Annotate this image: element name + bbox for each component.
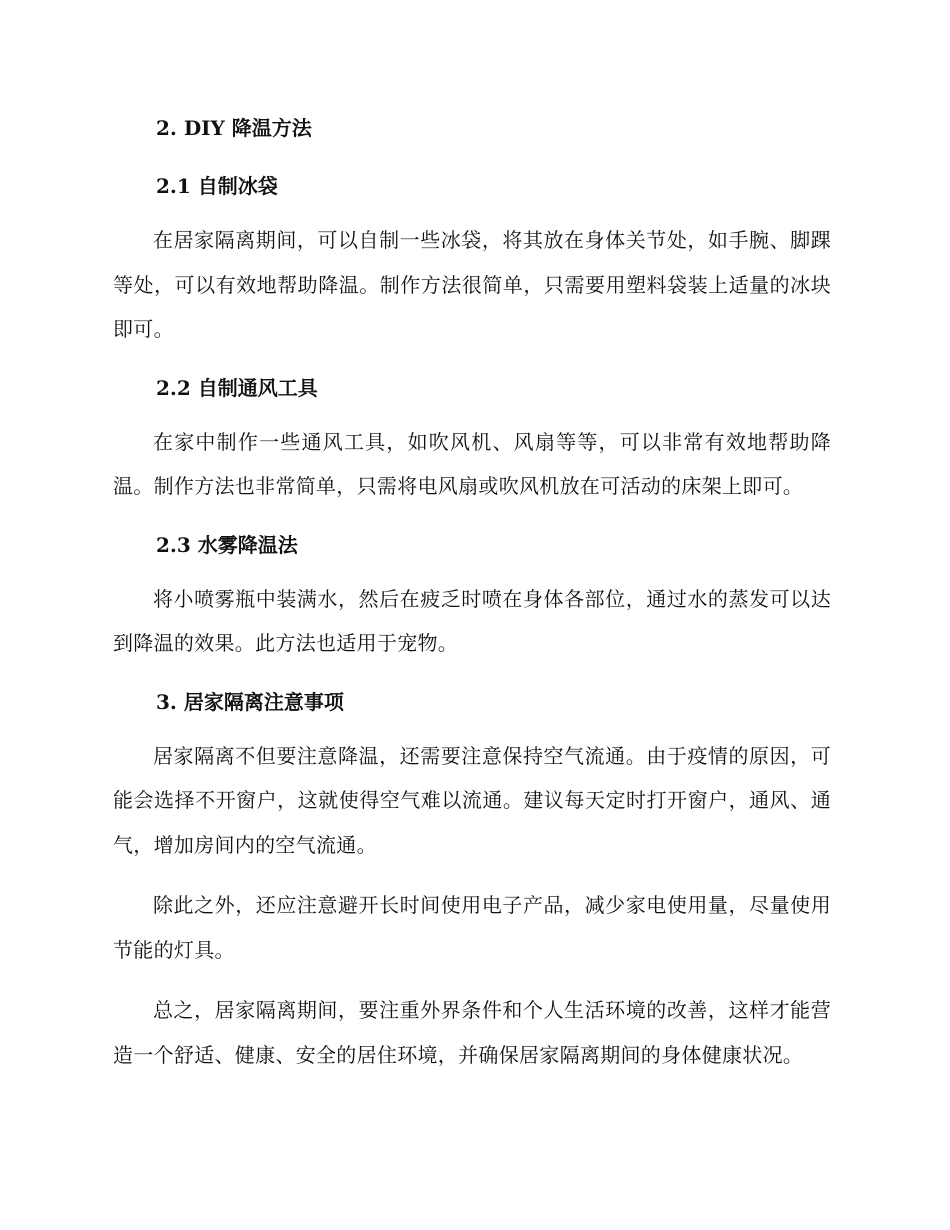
document-body: [113, 108, 831, 1077]
subheading-ventilation-tool: 2.2 自制通风工具: [156, 375, 318, 400]
spacer: [113, 509, 831, 525]
spacer: [113, 972, 831, 988]
spacer: [113, 352, 831, 368]
paragraph-ventilation-tool: 在家中制作一些通风工具，如吹风机、风扇等等，可以非常有效地帮助降温。制作方法也非常简单，只需将电风扇或吹风机放在可活动的床架上即可。: [113, 429, 831, 498]
spacer: [113, 867, 831, 883]
paragraph-electronics: 除此之外，还应注意避开长时间使用电子产品，减少家电使用量，尽量使用节能的灯具。: [113, 893, 831, 962]
paragraph-ice-pack: 在居家隔离期间，可以自制一些冰袋，将其放在身体关节处，如手腕、脚踝等处，可以有效地帮助降温。制作方法很简单，只需要用塑料袋装上适量的冰块即可。: [113, 228, 831, 341]
spacer: [113, 666, 831, 682]
paragraph-water-mist: 将小喷雾瓶中装满水，然后在疲乏时喷在身体各部位，通过水的蒸发可以达到降温的效果。此方法也适用于宠物。: [113, 586, 831, 655]
paragraph-air-circulation: 居家隔离不但要注意降温，还需要注意保持空气流通。由于疫情的原因，可能会选择不开窗户，这就使得空气难以流通。建议每天定时打开窗户，通风、通气，增加房间内的空气流通。: [113, 743, 831, 857]
subheading-water-mist: 2.3 水雾降温法: [156, 532, 298, 557]
section-heading-quarantine-notes: 3. 居家隔离注意事项: [156, 689, 344, 714]
subheading-ice-pack: 2.1 自制冰袋: [156, 174, 278, 198]
section-heading-diy-cooling: 2. DIY 降温方法: [156, 116, 312, 140]
paragraph-conclusion: 总之，居家隔离期间，要注重外界条件和个人生活环境的改善，这样才能营造一个舒适、健康、安全的居住环境，并确保居家隔离期间的身体健康状况。: [113, 998, 831, 1067]
